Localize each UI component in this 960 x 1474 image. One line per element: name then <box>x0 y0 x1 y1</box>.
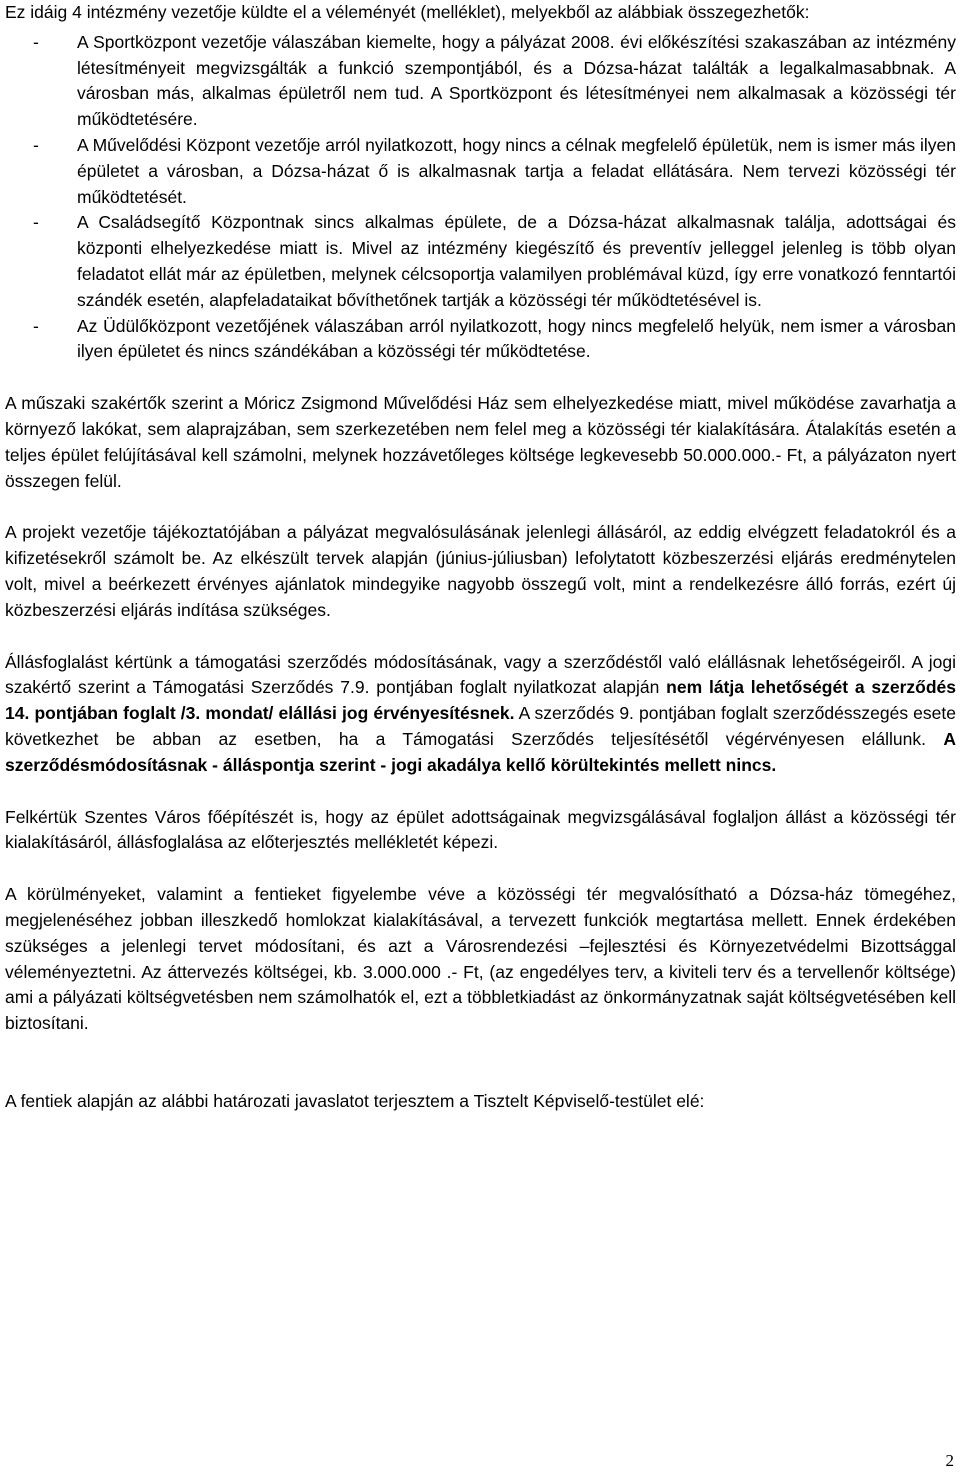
list-item <box>5 314 956 366</box>
legal-opinion-text-1: Állásfoglalást kértünk a támogatási szerződés módosításának, vagy a szerződéstől való elállásnak lehetőségeiről. A jogi szakértő szerint a Támogatási Szerződés 7.9. pontjában foglalt nyilatkozat alapján <box>5 651 956 698</box>
list-item <box>5 133 956 210</box>
list-item-text: A Családsegítő Központnak sincs alkalmas épülete, de a Dózsa-házat alkalmasnak találja, adottságai és központi elhelyezkedése miatt is. Mivel az intézmény kiegészítő és preventív jelleggel jelenleg is több olyan feladatot ellát már az épületben, melynek célcsoportja valamilyen problémával küzd, így erre vonatkozó fenntartói szándék esetén, alapfeladataikat bővíthetőnek tartják a közösségi tér működtetésével is. <box>77 212 956 310</box>
project-leader-paragraph: A projekt vezetője tájékoztatójában a pályázat megvalósulásának jelenlegi állásáról, az eddig elvégzett feladatokról és a kifizetésekről számolt be. Az elkészült tervek alapján (június-júliusban) lefolytatott közbeszerzési eljárás eredménytelen volt, mivel a beérkezett érvényes ajánlatok mindegyike nagyobb összegű volt, mint a rendelkezésre álló forrás, ezért új közbeszerzési eljárás indítása szükséges. <box>5 522 956 620</box>
intro-paragraph: Ez idáig 4 intézmény vezetője küldte el a véleményét (melléklet), melyekből az alábbiak összegezhetők: <box>5 2 810 22</box>
list-item-text: A Művelődési Központ vezetője arról nyilatkozott, hogy nincs a célnak megfelelő épületük, nem is ismer más ilyen épületet a városban, a Dózsa-házat ő is alkalmasnak tartja a feladat ellátására. Nem tervezi közösségi tér működtetését. <box>77 134 956 207</box>
legal-opinion-bold-1: nem látja lehetőségét a szerződés 14. pontjában foglalt /3. mondat/ elállási jog érvényesítésnek. <box>5 677 956 724</box>
institution-responses-list <box>5 30 956 365</box>
legal-opinion-text-2: A szerződés 9. pontjában foglalt szerződésszegés esete következhet be abban az esetben, ha a Támogatási Szerződés teljesítésétől végérvényesen elállunk. <box>5 703 956 749</box>
list-dash: - <box>33 212 39 233</box>
circumstances-paragraph: A körülményeket, valamint a fentieket figyelembe véve a közösségi tér megvalósítható a Dózsa-ház tömegéhez, megjelenéséhez jobban illeszkedő homlokzat kialakításával, a tervezett funkciók megtartása mellett. Ennek érdekében szükséges a jelenlegi tervet módosítani, és azt a Városrendezési –fejlesztési és Környezetvédelmi Bizottsággal véleményeztetni. Az áttervezés költségei, kb. 3.000.000 .- Ft, (az engedélyes terv, a kiviteli terv és a tervellenőr költsége) ami a pályázati költségvetésben nem számolhatók el, ezt a többletkiadást az önkormányzatnak saját költségvetésében kell biztosítani. <box>5 884 956 1034</box>
legal-opinion-bold-2: A szerződésmódosításnak - álláspontja szerint - jogi akadálya kellő körültekintés mellett nincs. <box>5 728 956 775</box>
technical-experts-paragraph: A műszaki szakértők szerint a Móricz Zsigmond Művelődési Ház sem elhelyezkedése miatt, mivel működése zavarhatja a környező lakókat, sem alaprajzában, sem szerkezetében nem felel meg a közösségi tér kialakítására. Átalakítás esetén a teljes épület felújításával kell számolni, melynek hozzávetőleges költsége legkevesebb 50.000.000.- Ft, a pályázaton nyert összegen felül. <box>5 393 956 491</box>
list-item-text: Az Üdülőközpont vezetőjének válaszában arról nyilatkozott, hogy nincs megfelelő helyük, nem ismer a városban ilyen épületet és nincs szándékában a közösségi tér működtetése. <box>77 315 956 362</box>
list-item <box>5 30 956 133</box>
legal-opinion-paragraph <box>5 650 956 779</box>
list-dash: - <box>33 134 39 155</box>
resolution-proposal-paragraph: A fentiek alapján az alábbi határozati javaslatot terjesztem a Tisztelt Képviselő-testület elé: <box>5 1090 705 1111</box>
page-number: 2 <box>945 1451 954 1470</box>
list-dash: - <box>33 31 39 52</box>
list-item-text: A Sportközpont vezetője válaszában kiemelte, hogy a pályázat 2008. évi előkészítési szakaszában az intézmény létesítményeit megvizsgálták a funkció szempontjából, és a Dózsa-házat találták a legalkalmasabbnak. A városban más, alkalmas épületről nem tud. A Sportközpont és létesítményei nem alkalmasak a közösségi tér működtetésére. <box>77 31 956 130</box>
list-dash: - <box>33 315 39 336</box>
list-item <box>5 210 956 313</box>
chief-architect-paragraph: Felkértük Szentes Város főépítészét is, hogy az épület adottságainak megvizsgálásával foglaljon állást a közösségi tér kialakításáról, állásfoglalása az előterjesztés mellékletét képezi. <box>5 806 956 853</box>
